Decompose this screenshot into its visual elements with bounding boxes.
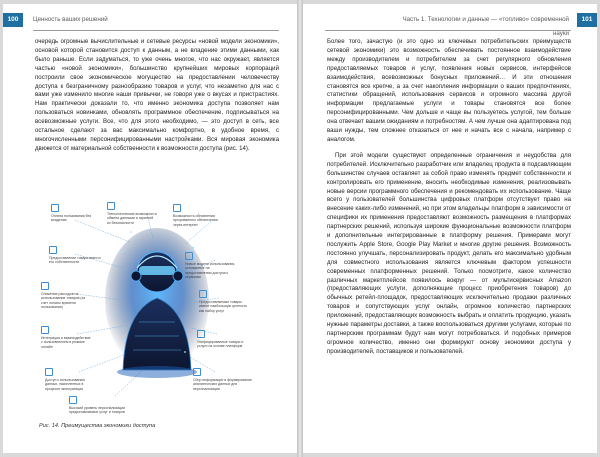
callout-text: Оплата пользования без владения	[51, 214, 92, 223]
callout-text: Технологические возможности обмена данными и гарантий их безопасности	[107, 212, 157, 225]
callout-text: Предоставляемые товары имеют наибольшую ценность как набор услуг	[199, 300, 248, 313]
callout-1	[51, 204, 103, 223]
callout-icon	[45, 368, 53, 376]
header-rule	[33, 30, 279, 31]
running-header: Часть 1. Технологии и данные — «топливо» современной науки	[402, 16, 569, 37]
callout-icon	[193, 368, 201, 376]
callout-text: Интеграция и взаимодействие с пользователем в режиме онлайн	[41, 336, 91, 349]
header-rule	[325, 30, 571, 31]
callout-icon	[69, 396, 77, 404]
callout-text: Высокий уровень персонализации предоставляемых услуг и товаров	[69, 406, 125, 415]
callout-text: Возможность обновления программного обеспечения через интернет	[173, 214, 218, 227]
callout-5	[185, 252, 237, 279]
callout-text: Доступ к использованию данных, накопленных в процессе эксплуатации	[45, 378, 85, 391]
callout-text: Новые модели использования, основанные на предоставлении доступа к сервисам	[185, 262, 236, 279]
callout-10	[45, 368, 97, 391]
callout-11	[193, 368, 253, 391]
callout-icon	[107, 202, 115, 210]
running-header: Ценность ваших решений	[33, 16, 108, 23]
callout-8	[41, 326, 93, 349]
callout-icon	[197, 330, 205, 338]
callout-icon	[185, 252, 193, 260]
callout-icon	[199, 290, 207, 298]
page-number: 101	[577, 13, 597, 27]
callout-12	[69, 396, 133, 415]
paragraph: очередь огромные вычислительные и сетевые ресурсы «новой модели экономики», основой которой становится доступ к данным, а не владение этими данными, как было раньше. Если задуматься, то уже очень многое, что нас окружает, является частью «новой экономики», большинство крупнейших мировых корпораций построили свое экономическое могущество на предоставлении человечеству доступа к безграничному разнообразию товаров и услуг, что незаметно для нас с вами уже изменило многие наши привычки, не говоря уже о вкусах и пристрастиях. Нам практически доказали то, что именно экономика доступа позволяет нам пользоваться новинками, обновлять программное обеспечение, подписываться на всевозможные услуги. Все, что для этого необходимо, — это доступ в сеть, все остальное сделают за вас максимально комфортно, в удобное время, с многочисленными персонифицированными настройками. Вся мировая экономика движется от материальной собственности к возможности доступа (рис. 14).	[35, 38, 279, 152]
page-number: 100	[3, 13, 23, 27]
callout-3	[173, 204, 225, 227]
callout-9	[197, 330, 249, 349]
right-page	[303, 4, 597, 453]
body-text	[327, 38, 571, 357]
paragraph-2: При этой модели существуют определенные ограничения и неудобства для потребителей. Исключительно разработчик или владелец продукта в подсавляющем большинстве случаев оставляет за собой право изменять предмет собственности и контролировать его применение, вносить необходимые изменения, реализовывать новые версии программного обеспечения и рекомендовать их использование. Чаще всего у пользователей большинства цифровых платформ отсутствует право на внесение каких-либо изменений, но при этом владельцы платформ в зависимости от специфики их применения предоставляют возможность размещения в платформах партнерских решений, используя широкие функциональные возможности платформ и дополнительные интегрированные в платформу решения. Примерами могут послужить Apple Store, Google Play Market и многие другие решения. Возможность постоянно улучшать, персонализировать продукт, делать его максимально удобным для совместного использования является ключевым фактором успешности современных платформенных решений. Только посмотрите, какое количество различных маркетплейсов появилось вокруг — от мультисервисных Amazon (предоставляющих услуги, дополняющие процесс приобретения товаров) до обычных ретейл-площадок, предоставляющих исключительно продажи различных товаров и сопутствующих услуг онлайн, огромное количество партнерских приложений, предоставляющих возможность выбрать и оплатить продукцию, указать нужные параметры доставки, а также воспользоваться другими услугами, которые по партнерским программам будут нам могут потребоваться. И подобных примеров огромное количество, именно они формируют основу экономики доступа у производителей, поставщиков и пользователей.	[327, 151, 571, 355]
figure-caption: Рис. 14. Преимущества экономики доступа	[39, 423, 156, 429]
callout-icon	[173, 204, 181, 212]
callout-6	[41, 282, 93, 309]
figure-access-economy	[35, 202, 275, 416]
callout-icon	[51, 204, 59, 212]
body-paragraph	[35, 38, 279, 154]
callout-icon	[41, 282, 49, 290]
callout-text: Унифицированные товары и услуги на основе платформ	[197, 340, 244, 349]
callout-2	[107, 202, 157, 225]
left-page	[3, 4, 297, 453]
callout-icon	[49, 246, 57, 254]
callout-7	[199, 290, 251, 313]
callout-text: Предоставление товара вместо его собственности	[49, 256, 101, 265]
callout-text: Снижение расходов на использование товаров (за счет оплаты времени пользования)	[41, 292, 86, 309]
paragraph-1: Более того, зачастую (и это одно из ключевых потребительских преимуществ сетевой экономики) это возможность обеспечивать постоянное взаимодействие между производителем и потребителем за счет регулярного обновления предоставляемых товаров и услуг, появления новых сервисов, интерфейсов взаимодействия, всевозможных бонусных приложений… И эти отношения становятся все крепче, а за счет накопления информации о ваших предпочтениях, статистики обращений, использования сервисов и огромного массива другой информации предлагаемые услуги и товары становятся все более персонифицированными. Чем дольше и чаще вы пользуетесь услугой, тем больше она отвечает вашим ожиданиям и потребностям. А чем лучше она адаптирована под ваши нужды, тем сложнее отказаться от нее и начать все с начала, например с аналогом.	[327, 38, 571, 143]
callout-icon	[41, 326, 49, 334]
callout-text: Сбор информации и формирование аналитических данных для персонализации	[193, 378, 252, 391]
callout-4	[49, 246, 101, 265]
